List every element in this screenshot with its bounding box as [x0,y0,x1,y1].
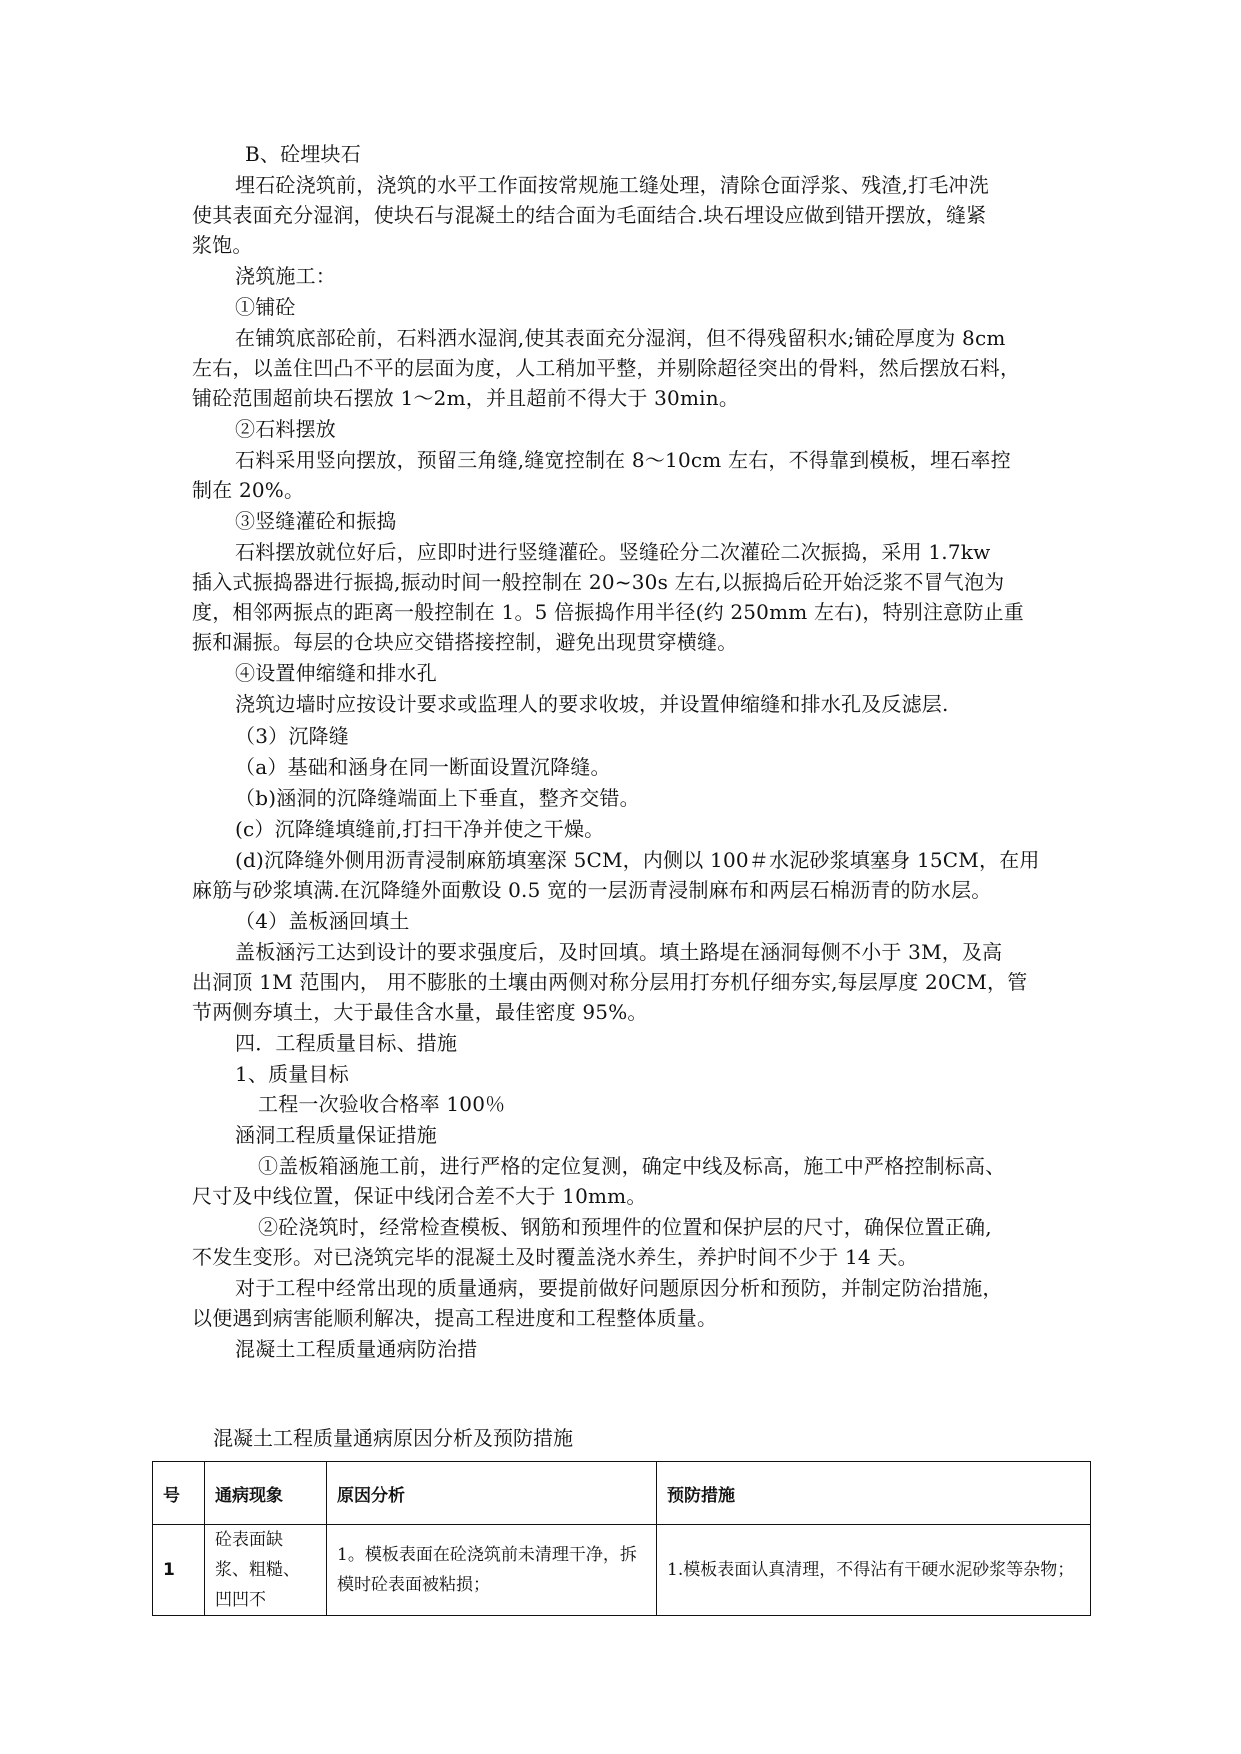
cell-number: 1 [153,1525,205,1616]
subheading: 1、质量目标 [235,1062,349,1086]
header-phenomenon: 通病现象 [205,1462,327,1525]
list-item: (d)沉降缝外侧用沥青浸制麻筋填塞深 5CM，内侧以 100＃水泥砂浆填塞身 15CM，在用 [235,848,1040,872]
paragraph-line: 埋石砼浇筑前，浇筑的水平工作面按常规施工缝处理，清除仓面浮浆、残渣,打毛冲洗 [235,173,989,197]
paragraph-line: 工程一次验收合格率 100％ [258,1092,506,1116]
paragraph-line: 制在 20%。 [192,478,305,502]
subheading: ④设置伸缩缝和排水孔 [235,661,437,685]
list-item: （b)涵洞的沉降缝端面上下垂直，整齐交错。 [235,786,640,810]
cell-prevention: 1.模板表面认真清理，不得沾有干硬水泥砂浆等杂物； [657,1525,1091,1616]
subheading: （3）沉降缝 [235,724,349,748]
subheading: （4）盖板涵回填土 [235,909,410,933]
subheading: 混凝土工程质量通病防治措 [235,1337,478,1361]
cell-cause: 1。模板表面在砼浇筑前未清理干净，拆模时砼表面被粘损； [327,1525,657,1616]
table-row [153,1525,1091,1616]
paragraph-line: 盖板涵污工达到设计的要求强度后，及时回填。填土路堤在涵洞每侧不小于 3M，及高 [235,940,1003,964]
paragraph-line: 度，相邻两振点的距离一般控制在 1。5 倍振捣作用半径(约 250mm 左右)，特别注意防止重 [192,600,1024,624]
defects-table [152,1461,1091,1616]
paragraph-line: 麻筋与砂浆填满.在沉降缝外面敷设 0.5 宽的一层沥青浸制麻布和两层石棉沥青的防水层。 [192,878,992,902]
paragraph-line: 石料摆放就位好后，应即时进行竖缝灌砼。竖缝砼分二次灌砼二次振捣，采用 1.7kw [235,540,991,564]
paragraph-line: 浇筑边墙时应按设计要求或监理人的要求收坡，并设置伸缩缝和排水孔及反滤层. [235,692,949,716]
paragraph-line: 出洞顶 1M 范围内， 用不膨胀的土壤由两侧对称分层用打夯机仔细夯实,每层厚度 20CM，管 [192,970,1028,994]
section-heading: 四．工程质量目标、措施 [235,1031,458,1055]
section-heading: B、砼埋块石 [245,142,361,166]
paragraph-line: 在铺筑底部砼前，石料洒水湿润,使其表面充分湿润，但不得残留积水;铺砼厚度为 8cm [235,326,1006,350]
paragraph-line: 插入式振捣器进行振捣,振动时间一般控制在 20~30s 左右,以振捣后砼开始泛浆不冒气泡为 [192,570,1005,594]
paragraph-line: 尺寸及中线位置，保证中线闭合差不大于 10mm。 [192,1184,647,1208]
paragraph-line: 对于工程中经常出现的质量通病，要提前做好问题原因分析和预防，并制定防治措施， [235,1276,1003,1300]
subheading: ②石料摆放 [235,417,336,441]
header-prevention: 预防措施 [657,1462,1091,1525]
paragraph-line: 左右，以盖住凹凸不平的层面为度，人工稍加平整，并剔除超径突出的骨料，然后摆放石料， [192,356,1021,380]
paragraph-line: ①盖板箱涵施工前，进行严格的定位复测，确定中线及标高，施工中严格控制标高、 [258,1154,1006,1178]
table-header-row [153,1462,1091,1525]
header-cause: 原因分析 [327,1462,657,1525]
paragraph-line: 铺砼范围超前块石摆放 1～2m，并且超前不得大于 30min。 [192,386,740,410]
paragraph-line: 以便遇到病害能顺利解决，提高工程进度和工程整体质量。 [192,1306,718,1330]
subheading: ①铺砼 [235,295,296,319]
subheading: 浇筑施工： [235,264,336,288]
paragraph-line: 使其表面充分湿润，使块石与混凝土的结合面为毛面结合.块石埋设应做到错开摆放，缝紧 [192,203,987,227]
paragraph-line: 石料采用竖向摆放，预留三角缝,缝宽控制在 8～10cm 左右，不得靠到模板，埋石率控 [235,448,1011,472]
subheading: ③竖缝灌砼和振捣 [235,509,397,533]
list-item: （a）基础和涵身在同一断面设置沉降缝。 [235,755,611,779]
list-item: (c）沉降缝填缝前,打扫干净并使之干燥。 [235,817,605,841]
header-number: 号 [153,1462,205,1525]
paragraph-line: 节两侧夯填土，大于最佳含水量，最佳密度 95%。 [192,1000,648,1024]
table-caption: 混凝土工程质量通病原因分析及预防措施 [213,1426,573,1450]
paragraph-line: 浆饱。 [192,233,253,257]
paragraph-line: ②砼浇筑时，经常检查模板、钢筋和预埋件的位置和保护层的尺寸，确保位置正确, [258,1215,992,1239]
cell-phenomenon: 砼表面缺浆、粗糙、凹凹不 [205,1525,327,1616]
paragraph-line: 不发生变形。对已浇筑完毕的混凝土及时覆盖浇水养生，养护时间不少于 14 天。 [192,1245,918,1269]
paragraph-line: 振和漏振。每层的仓块应交错搭接控制，避免出现贯穿横缝。 [192,630,738,654]
subheading: 涵洞工程质量保证措施 [235,1123,437,1147]
